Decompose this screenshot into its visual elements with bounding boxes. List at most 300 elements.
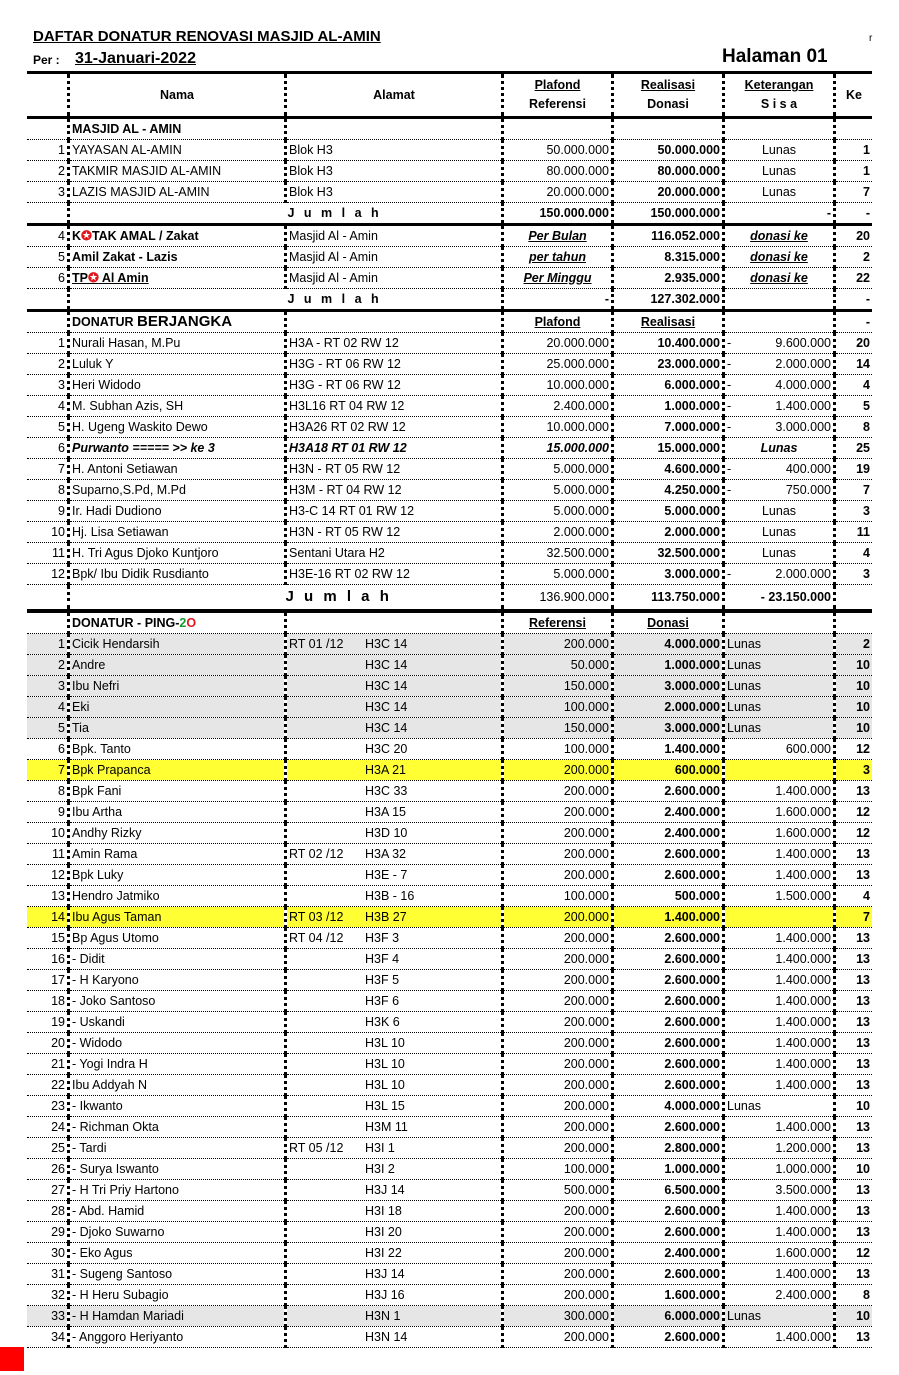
remaining-value: 1.400.000	[724, 1012, 835, 1033]
total-spacer	[69, 289, 286, 311]
header-keterangan-2: S i s a	[760, 97, 798, 111]
section-no	[27, 611, 69, 634]
address-block: H3A 32	[365, 847, 407, 861]
donation-count: 12	[835, 823, 873, 844]
donor-name: - Sugeng Santoso	[69, 1264, 286, 1285]
address-block: H3B 27	[365, 910, 407, 924]
remaining-value: 1.400.000	[724, 1054, 835, 1075]
remaining-cell	[724, 543, 835, 564]
name-part: K	[72, 229, 82, 243]
corner-mark: r	[869, 33, 873, 44]
period-label: Per :	[33, 53, 60, 67]
donation-count: 13	[835, 1327, 873, 1348]
plafond-value: 2.400.000	[503, 396, 613, 417]
remaining-value: 3.500.000	[724, 1180, 835, 1201]
donation-count: 13	[835, 1075, 873, 1096]
donation-count: 13	[835, 1033, 873, 1054]
plafond-value: 300.000	[503, 1306, 613, 1327]
address-block: H3C 20	[365, 742, 408, 756]
plafond-value: 200.000	[503, 1285, 613, 1306]
table-row	[27, 161, 872, 182]
remaining-value: 1.600.000	[724, 1243, 835, 1264]
row-number: 12	[27, 865, 69, 886]
address-block: H3L 15	[365, 1099, 405, 1113]
table-row	[27, 1096, 872, 1117]
table-row	[27, 1327, 872, 1348]
address-block: H3J 14	[365, 1267, 405, 1281]
address-block: H3J 16	[365, 1288, 405, 1302]
donation-value: 2.600.000	[613, 1033, 724, 1054]
donor-address: H3A26 RT 02 RW 12	[286, 417, 503, 438]
address-block: H3C 14	[365, 637, 408, 651]
table-row	[27, 718, 872, 739]
donation-count: 19	[835, 459, 873, 480]
total-ket	[724, 289, 835, 311]
donor-name: Purwanto ===== >> ke 3	[69, 438, 286, 459]
donation-count: 8	[835, 417, 873, 438]
donor-address	[286, 1054, 503, 1075]
donor-name: Amil Zakat - Lazis	[69, 247, 286, 268]
remaining-value: 1.400.000	[724, 1264, 835, 1285]
address-block: H3K 6	[365, 1015, 400, 1029]
table-row	[27, 225, 872, 247]
remaining-value: Lunas	[724, 140, 835, 161]
remaining-value: 600.000	[724, 739, 835, 760]
donation-value: 80.000.000	[613, 161, 724, 182]
donor-address	[286, 865, 503, 886]
donation-count: 4	[835, 375, 873, 396]
donation-value: 2.000.000	[613, 522, 724, 543]
remaining-value: 750.000	[785, 483, 831, 497]
plafond-value: 200.000	[503, 844, 613, 865]
total-ke: -	[835, 203, 873, 225]
donation-count: 10	[835, 718, 873, 739]
donation-value: 23.000.000	[613, 354, 724, 375]
table-row	[27, 1012, 872, 1033]
total-spacer	[69, 203, 286, 225]
row-number: 7	[27, 760, 69, 781]
section-col-plafond: Referensi	[503, 611, 613, 634]
donor-name: Amin Rama	[69, 844, 286, 865]
total-row-masjid	[27, 203, 872, 225]
donor-address	[286, 697, 503, 718]
row-number: 26	[27, 1159, 69, 1180]
donor-address	[286, 928, 503, 949]
row-number: 17	[27, 970, 69, 991]
total-spacer	[69, 585, 286, 612]
plafond-value: 80.000.000	[503, 161, 613, 182]
header-plafond-2: Referensi	[529, 97, 586, 111]
remaining-value: Lunas	[761, 525, 797, 539]
total-ket: - 23.150.000	[724, 585, 835, 612]
row-number: 20	[27, 1033, 69, 1054]
donor-address: Masjid Al - Amin	[286, 247, 503, 268]
donor-name: Suparno,S.Pd, M.Pd	[69, 480, 286, 501]
table-row	[27, 802, 872, 823]
donation-count: 13	[835, 1138, 873, 1159]
row-number: 2	[27, 655, 69, 676]
remaining-dash: -	[727, 336, 732, 350]
ring-icon: ✪	[81, 228, 92, 243]
donor-name: - Joko Santoso	[69, 991, 286, 1012]
donor-name: - Didit	[69, 949, 286, 970]
address-rt: RT 01 /12	[289, 637, 344, 651]
donor-address: H3M - RT 04 RW 12	[286, 480, 503, 501]
total-no	[27, 289, 69, 311]
row-number: 22	[27, 1075, 69, 1096]
donation-count: 4	[835, 886, 873, 907]
donor-name: Eki	[69, 697, 286, 718]
donor-name: Andre	[69, 655, 286, 676]
section-header-ping	[27, 611, 872, 634]
table-row	[27, 760, 872, 781]
donor-address	[286, 844, 503, 865]
total-plafond: -	[503, 289, 613, 311]
section-header-masjid	[27, 118, 872, 140]
total-no	[27, 585, 69, 612]
donor-name: H. Ugeng Waskito Dewo	[69, 417, 286, 438]
row-number: 1	[27, 634, 69, 655]
row-number: 32	[27, 1285, 69, 1306]
donor-address: Masjid Al - Amin	[286, 268, 503, 289]
donation-count: 10	[835, 1159, 873, 1180]
plafond-value: 200.000	[503, 1243, 613, 1264]
donor-name: Ibu Addyah N	[69, 1075, 286, 1096]
donation-count: 13	[835, 781, 873, 802]
plafond-value: 50.000	[503, 655, 613, 676]
remaining-value: Lunas	[724, 161, 835, 182]
donor-address	[286, 718, 503, 739]
donor-address	[286, 823, 503, 844]
row-number: 4	[27, 697, 69, 718]
donor-name	[69, 225, 286, 247]
row-number: 16	[27, 949, 69, 970]
donor-name: - H Hamdan Mariadi	[69, 1306, 286, 1327]
table-row	[27, 564, 872, 585]
donor-address: Masjid Al - Amin	[286, 225, 503, 247]
donation-count: 12	[835, 802, 873, 823]
remaining-value: Lunas	[761, 546, 797, 560]
section-title-prefix: DONATUR -	[72, 616, 145, 630]
address-block: H3C 14	[365, 658, 408, 672]
donation-value: 2.600.000	[613, 949, 724, 970]
donor-name: M. Subhan Azis, SH	[69, 396, 286, 417]
remaining-value: 1.600.000	[724, 802, 835, 823]
remaining-value: 1.400.000	[724, 781, 835, 802]
remaining-value: donasi ke	[724, 247, 835, 268]
ring-icon: ✪	[87, 270, 99, 285]
table-row	[27, 501, 872, 522]
row-number: 1	[27, 140, 69, 161]
donation-count: 7	[835, 182, 873, 203]
row-number: 3	[27, 676, 69, 697]
address-block: H3F 3	[365, 931, 400, 945]
donation-value: 2.600.000	[613, 1075, 724, 1096]
table-row	[27, 1054, 872, 1075]
donation-value: 32.500.000	[613, 543, 724, 564]
donation-value: 15.000.000	[613, 438, 724, 459]
header-realisasi-1: Realisasi	[640, 78, 696, 92]
address-block: H3C 14	[365, 700, 408, 714]
plafond-value: Per Bulan	[503, 225, 613, 247]
remaining-value: 2.000.000	[775, 357, 831, 371]
plafond-value: 200.000	[503, 949, 613, 970]
section-cell	[503, 118, 613, 140]
donor-address: Blok H3	[286, 161, 503, 182]
table-row	[27, 480, 872, 501]
plafond-value: 15.000.000	[503, 438, 613, 459]
donation-value: 20.000.000	[613, 182, 724, 203]
plafond-value: 200.000	[503, 760, 613, 781]
address-block: H3F 5	[365, 973, 400, 987]
donor-address: H3A18 RT 01 RW 12	[286, 438, 503, 459]
remaining-cell	[724, 417, 835, 438]
remaining-value: donasi ke	[724, 225, 835, 247]
donation-count: 13	[835, 1264, 873, 1285]
plafond-value: 5.000.000	[503, 501, 613, 522]
donor-name: Hendro Jatmiko	[69, 886, 286, 907]
table-row	[27, 140, 872, 161]
plafond-value: 200.000	[503, 1264, 613, 1285]
donor-address: H3A - RT 02 RW 12	[286, 333, 503, 354]
donation-value: 2.600.000	[613, 1012, 724, 1033]
donation-value: 8.315.000	[613, 247, 724, 268]
donation-value: 600.000	[613, 760, 724, 781]
header-realisasi-2: Donasi	[647, 97, 689, 111]
donor-address	[286, 802, 503, 823]
remaining-value	[724, 907, 835, 928]
table-row	[27, 1306, 872, 1327]
donor-name: Bpk Luky	[69, 865, 286, 886]
table-row	[27, 333, 872, 354]
donor-sheet	[27, 71, 870, 1348]
plafond-value: Per Minggu	[503, 268, 613, 289]
table-row	[27, 907, 872, 928]
address-block: H3F 6	[365, 994, 400, 1008]
row-number: 1	[27, 333, 69, 354]
total-plafond: 136.900.000	[503, 585, 613, 612]
address-block: H3J 14	[365, 1183, 405, 1197]
donation-count: 13	[835, 1054, 873, 1075]
plafond-value: 200.000	[503, 634, 613, 655]
remaining-value: 1.500.000	[724, 886, 835, 907]
plafond-value: 200.000	[503, 1327, 613, 1348]
table-row	[27, 1285, 872, 1306]
row-number: 29	[27, 1222, 69, 1243]
header-no	[27, 73, 69, 118]
donor-address	[286, 1117, 503, 1138]
donation-value: 2.600.000	[613, 844, 724, 865]
section-cell	[286, 311, 503, 333]
donation-value: 500.000	[613, 886, 724, 907]
remaining-value: Lunas	[724, 634, 835, 655]
address-block: H3I 1	[365, 1141, 395, 1155]
donor-name: YAYASAN AL-AMIN	[69, 140, 286, 161]
total-donasi: 150.000.000	[613, 203, 724, 225]
donation-count: 3	[835, 760, 873, 781]
remaining-value: Lunas	[724, 655, 835, 676]
address-block: H3I 2	[365, 1162, 395, 1176]
donor-name: H. Antoni Setiawan	[69, 459, 286, 480]
table-row	[27, 1201, 872, 1222]
remaining-value: 1.400.000	[724, 970, 835, 991]
donor-name: Heri Widodo	[69, 375, 286, 396]
donor-name: TAKMIR MASJID AL-AMIN	[69, 161, 286, 182]
donor-name: Bpk/ Ibu Didik Rusdianto	[69, 564, 286, 585]
section-ke	[835, 611, 873, 634]
donor-name: Tia	[69, 718, 286, 739]
donor-name: - Richman Okta	[69, 1117, 286, 1138]
donor-address	[286, 1306, 503, 1327]
table-row	[27, 697, 872, 718]
row-number: 30	[27, 1243, 69, 1264]
remaining-value: 1.400.000	[724, 1222, 835, 1243]
row-number: 12	[27, 564, 69, 585]
donor-address	[286, 1159, 503, 1180]
address-block: H3D 10	[365, 826, 408, 840]
header-plafond	[503, 73, 613, 118]
table-row	[27, 1264, 872, 1285]
row-number: 5	[27, 417, 69, 438]
section-col-realisasi: Realisasi	[613, 311, 724, 333]
plafond-value: 5.000.000	[503, 459, 613, 480]
table-row	[27, 182, 872, 203]
row-number: 10	[27, 823, 69, 844]
plafond-value: 50.000.000	[503, 140, 613, 161]
row-number: 25	[27, 1138, 69, 1159]
donor-name: - H Karyono	[69, 970, 286, 991]
section-header-berjangka	[27, 311, 872, 333]
remaining-value: 4.000.000	[775, 378, 831, 392]
plafond-value: 200.000	[503, 1075, 613, 1096]
plafond-value: 200.000	[503, 802, 613, 823]
row-number: 8	[27, 781, 69, 802]
donation-count: 13	[835, 1117, 873, 1138]
donor-name: Hj. Lisa Setiawan	[69, 522, 286, 543]
donation-value: 2.935.000	[613, 268, 724, 289]
remaining-cell	[724, 375, 835, 396]
donor-address	[286, 1327, 503, 1348]
donor-address	[286, 1033, 503, 1054]
address-rt: RT 02 /12	[289, 847, 344, 861]
donor-name: - Tardi	[69, 1138, 286, 1159]
row-number: 10	[27, 522, 69, 543]
donation-value: 2.600.000	[613, 1327, 724, 1348]
donation-value: 1.000.000	[613, 1159, 724, 1180]
table-row	[27, 522, 872, 543]
donor-address	[286, 1180, 503, 1201]
remaining-cell	[724, 522, 835, 543]
plafond-value: 200.000	[503, 1138, 613, 1159]
donation-value: 50.000.000	[613, 140, 724, 161]
remaining-cell	[724, 438, 835, 459]
donation-count: 13	[835, 1012, 873, 1033]
donor-address	[286, 1012, 503, 1033]
donation-count: 13	[835, 991, 873, 1012]
remaining-dash: -	[727, 357, 732, 371]
donor-name: - Anggoro Heriyanto	[69, 1327, 286, 1348]
address-block: H3N 1	[365, 1309, 401, 1323]
section-title	[69, 311, 286, 333]
table-row	[27, 865, 872, 886]
plafond-value: 100.000	[503, 1159, 613, 1180]
address-block: H3E - 7	[365, 868, 408, 882]
table-row	[27, 676, 872, 697]
remaining-cell	[724, 564, 835, 585]
total-row-kotak	[27, 289, 872, 311]
donation-value: 3.000.000	[613, 718, 724, 739]
donation-count: 10	[835, 1306, 873, 1327]
remaining-value: 2.000.000	[775, 567, 831, 581]
table-row	[27, 268, 872, 289]
row-number: 18	[27, 991, 69, 1012]
donation-count: 13	[835, 1180, 873, 1201]
address-block: H3C 33	[365, 784, 408, 798]
row-number: 33	[27, 1306, 69, 1327]
donor-address: H3N - RT 05 RW 12	[286, 522, 503, 543]
period-date: 31-Januari-2022	[75, 50, 196, 67]
section-cell	[286, 118, 503, 140]
remaining-value: Lunas	[724, 182, 835, 203]
table-row	[27, 991, 872, 1012]
row-number: 5	[27, 247, 69, 268]
table-row	[27, 1138, 872, 1159]
row-number: 3	[27, 375, 69, 396]
table-row	[27, 354, 872, 375]
donation-value: 2.400.000	[613, 823, 724, 844]
donor-name: - Eko Agus	[69, 1243, 286, 1264]
table-row	[27, 634, 872, 655]
remaining-value: 1.400.000	[724, 1033, 835, 1054]
donation-value: 2.600.000	[613, 1054, 724, 1075]
plafond-value: 2.000.000	[503, 522, 613, 543]
donor-name: Ibu Artha	[69, 802, 286, 823]
donation-value: 4.000.000	[613, 634, 724, 655]
remaining-value: 3.000.000	[775, 420, 831, 434]
remaining-cell	[724, 333, 835, 354]
row-number: 11	[27, 844, 69, 865]
donation-count: 13	[835, 928, 873, 949]
address-block: H3L 10	[365, 1057, 405, 1071]
donor-address	[286, 655, 503, 676]
donor-name: Ibu Agus Taman	[69, 907, 286, 928]
donation-value: 1.000.000	[613, 655, 724, 676]
plafond-value: 10.000.000	[503, 417, 613, 438]
donation-value: 2.000.000	[613, 697, 724, 718]
address-block: H3C 14	[365, 679, 408, 693]
header-nama: Nama	[69, 73, 286, 118]
total-label: J u m l a h	[286, 585, 503, 612]
donation-value: 6.000.000	[613, 1306, 724, 1327]
donation-value: 1.000.000	[613, 396, 724, 417]
section-cell	[286, 611, 503, 634]
table-row	[27, 844, 872, 865]
address-block: H3I 22	[365, 1246, 402, 1260]
donor-address: H3L16 RT 04 RW 12	[286, 396, 503, 417]
total-no	[27, 203, 69, 225]
plafond-value: 5.000.000	[503, 480, 613, 501]
header-realisasi	[613, 73, 724, 118]
total-row-berjangka	[27, 585, 872, 612]
donor-name: Ir. Hadi Dudiono	[69, 501, 286, 522]
section-cell	[613, 118, 724, 140]
table-row	[27, 543, 872, 564]
address-block: H3C 14	[365, 721, 408, 735]
row-number: 31	[27, 1264, 69, 1285]
plafond-value: 200.000	[503, 865, 613, 886]
address-block: H3A 15	[365, 805, 407, 819]
donor-address	[286, 1096, 503, 1117]
